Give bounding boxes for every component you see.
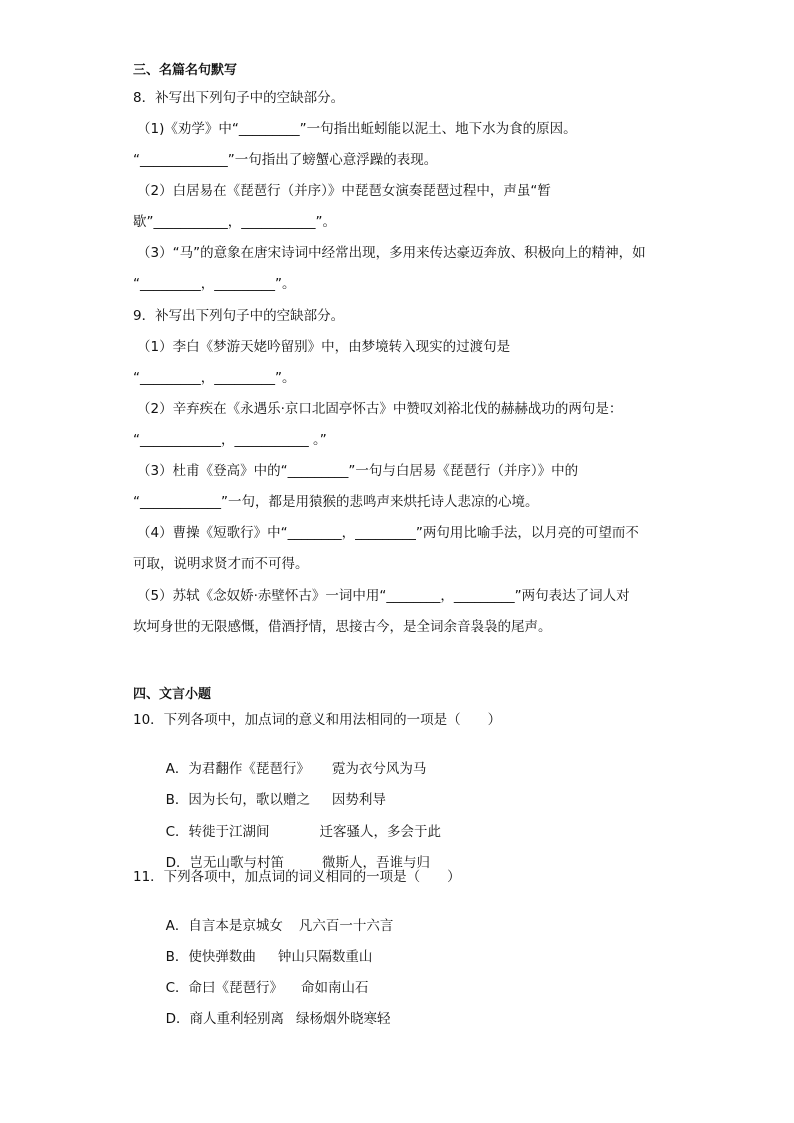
option-compare-text: 因势利导 <box>331 792 386 808</box>
question-line: “____________”一句，都是用猿猴的悲鸣声来烘托诗人悲凉的心境。 <box>133 494 539 510</box>
question-line: （4）曹操《短歌行》中“________，_________”两句用比喻手法，以月亮的可望而不 <box>137 525 639 541</box>
option-text: A．为君翻作《琵琶行》 <box>165 761 310 777</box>
question-line: 歇”___________，___________”。 <box>133 214 336 230</box>
question-line: （1）李白《梦游天姥吟留别》中，由梦境转入现实的过渡句是 <box>137 339 511 355</box>
option-text: B．使快弹数曲 <box>165 949 256 965</box>
question-line: （2）白居易在《琵琶行（并序）》中琵琶女演奏琵琶过程中，声虽“暂 <box>137 183 551 199</box>
option-compare-text: 钟山只隔数重山 <box>277 949 373 965</box>
option-text: D．岂无山歌与村笛 <box>165 855 284 871</box>
question-line: （3）“马”的意象在唐宋诗词中经常出现，多用来传达豪迈奔放、积极向上的精神，如 <box>137 245 646 261</box>
option-row <box>157 836 430 872</box>
question-line: 可取，说明求贤才而不可得。 <box>133 556 309 572</box>
option-text: D．商人重利轻别离 <box>165 1011 284 1027</box>
section-heading: 三、名篇名句默写 <box>133 63 238 78</box>
question-stem: 8．补写出下列句子中的空缺部分。 <box>133 90 345 106</box>
option-text: B．因为长句，歌以赠之 <box>165 792 310 808</box>
question-stem: 11．下列各项中，加点词的词义相同的一项是（ ） <box>133 869 461 885</box>
question-line: 坎坷身世的无限感慨，借酒抒情，思接古今，是全词余音袅袅的尾声。 <box>133 619 552 635</box>
option-row <box>157 992 391 1028</box>
question-line: “_________，_________”。 <box>133 276 296 292</box>
question-line: （1)《劝学》中“_________”一句指出蚯蚓能以泥土、地下水为食的原因。 <box>137 121 577 137</box>
option-row <box>157 773 386 809</box>
option-compare-text: 命如南山石 <box>301 980 369 996</box>
section-heading: 四、文言小题 <box>133 687 212 702</box>
question-line: “____________，___________ 。” <box>133 432 327 448</box>
option-text: A．自言本是京城女 <box>165 918 283 934</box>
option-compare-text: 霓为衣兮风为马 <box>331 761 427 777</box>
option-compare-text: 凡六百一十六言 <box>298 918 394 934</box>
question-stem: 9．补写出下列句子中的空缺部分。 <box>133 308 345 324</box>
option-text: C．转徙于江湖间 <box>165 824 270 840</box>
question-line: “_____________”一句指出了螃蟹心意浮躁的表现。 <box>133 152 438 168</box>
question-line: （2）辛弃疾在《永遇乐·京口北固亭怀古》中赞叹刘裕北伐的赫赫战功的两句是： <box>137 401 623 417</box>
question-line: （3）杜甫《登高》中的“_________”一句与白居易《琵琶行（并序）》中的 <box>137 463 579 479</box>
option-compare-text: 绿杨烟外晓寒轻 <box>296 1011 391 1027</box>
question-line: （5）苏轼《念奴娇·赤壁怀古》一词中用“________，_________”两句表达了词人对 <box>137 588 630 604</box>
question-stem: 10．下列各项中，加点词的意义和用法相同的一项是（ ） <box>133 712 502 728</box>
question-line: “_________，_________”。 <box>133 370 296 386</box>
option-compare-text: 微斯人，吾谁与归 <box>322 855 430 871</box>
option-text: C．命曰《琵琶行》 <box>165 980 284 996</box>
option-compare-text: 迁客骚人，多会于此 <box>319 824 442 840</box>
